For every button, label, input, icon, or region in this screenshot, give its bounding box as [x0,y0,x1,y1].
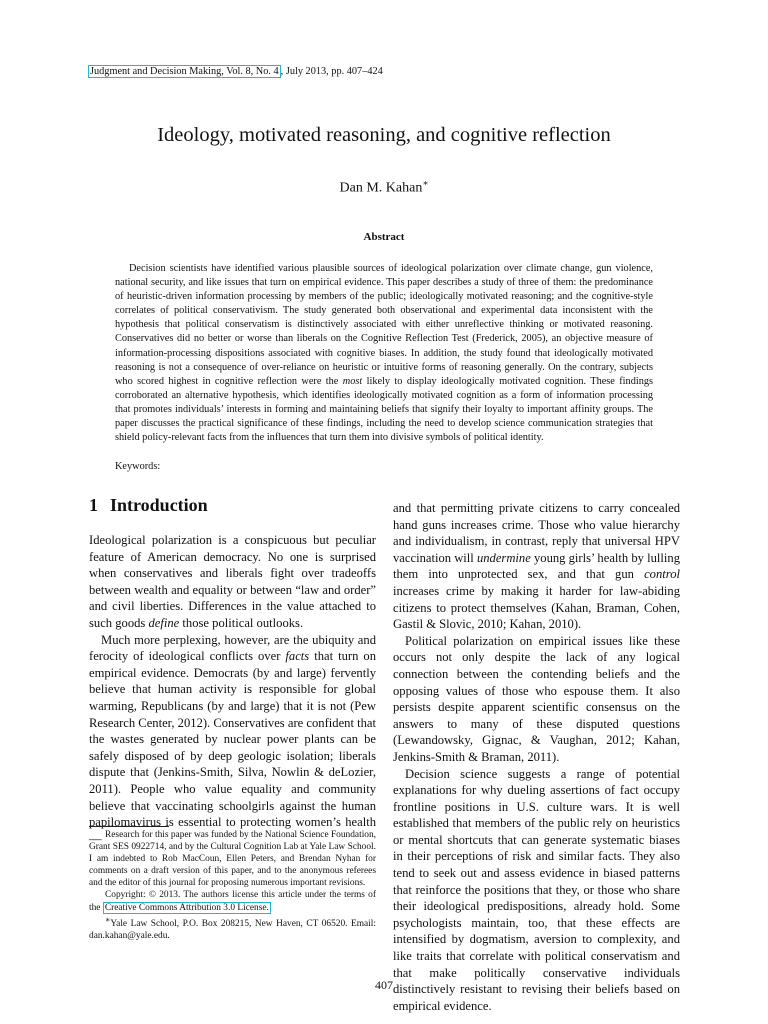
intro-paragraph-5: Decision science suggests a range of potential explanations for why dueling assertions of fact occupy frontline positions in U.S. culture wars. It is well established that members of the public rely on heuristics or mental shortcuts that can generate systematic biases in their perceptions of risk and similar facts. They also tend to seek out and assess evidence in biased patterns that reinforce the positions that they, or those who share their ideological predispositions, already hold. Some psychologists maintain, too, that these effects are intensified by dogmatism, aversion to complexity, and like traits that correlate with political conservatism and that make politically conservative individuals distinctively resistant to revising their beliefs based on empirical evidence. [393,766,680,1013]
intro-paragraph-1 [89,532,376,632]
section-heading [89,495,208,516]
intro-paragraph-3 [393,500,680,633]
license-link[interactable]: Creative Commons Attribution 3.0 License. [104,902,269,913]
abstract-paragraph [115,262,653,445]
emphasis: control [644,567,680,582]
author-name: Dan M. Kahan [339,180,423,196]
keywords-label: Keywords: [115,461,161,472]
paper-title: Ideology, motivated reasoning, and cognitive reflection [157,124,611,146]
text-run: and that permitting private citizens to carry concealed hand guns increases crime. Those who value hierarchy and individualism, in contrast, reply that universal HPV vaccination will [393,501,680,565]
emphasis: define [148,615,180,630]
section-number: 1 [89,495,98,515]
footnotes [89,829,376,942]
affiliation-mark: ∗ [105,914,111,924]
journal-issue: , July 2013, pp. 407–424 [280,66,383,77]
text-run: that turn on empirical evidence. Democrats (by and large) fervently believe that human activity is responsible for global warming, Republicans (by and large) that it is not (Pew Research Center, 2012). Conservatives are confident that the wastes generated by nuclear power plants can be safely disposed of by deep geologic isolation; liberals dispute that (Jenkins-Smith, Silva, Nowlin & deLozier, 2011). People who value equality and community believe that vaccinating schoolgirls against the human papilomavirus is essential to protecting women’s health— [89,649,376,846]
section-title: Introduction [110,495,208,515]
emphasis: facts [285,649,310,664]
left-column [89,532,376,847]
affiliation-footnote [89,914,376,942]
text-run: increases crime by making it harder for law-abiding citizens to protect themselves (Kahan, Braman, Cohen, Gastil & Slovic, 2010; Kahan, 2010). [393,583,680,632]
abstract-body [115,262,653,445]
text-run: Ideological polarization is a conspicuous but peculiar feature of American democracy. No one is surprised when conservatives and liberals fight over tradeoffs between wealth and equality or between “law and order” and civil liberties. Differences in the value attached to such goods [89,533,376,630]
page-number: 407 [375,978,393,992]
abstract-emphasis: most [342,375,363,387]
abstract-text: Decision scientists have identified various plausible sources of ideological polarization over climate change, gun violence, national security, and like issues that turn on empirical evidence. This paper describes a study of three of them: the predominance of heuristic-driven information processing by members of the public; ideologically motivated reasoning; and the cognitive-style correlates of political conservativism. The study generated both observational and experimental data inconsistent with the hypothesis that political conservatism is distinctively associated with either unreflective thinking or motivated reasoning. Conservatives did no better or worse than liberals on the Cognitive Reflection Test (Frederick, 2005), an objective measure of information-processing dispositions associated with cognitive biases. In addition, the study found that ideologically motivated reasoning is not a consequence of over-reliance on heuristic or intuitive forms of reasoning generally. On the contrary, subjects who scored highest in cognitive reflection were the [115,263,653,387]
affiliation-text: Yale Law School, P.O. Box 208215, New Haven, CT 06520. Email: dan.kahan@yale.edu. [89,918,376,941]
abstract-text-rest: likely to display ideologically motivated cognition. These findings corroborated an alternative hypothesis, which identifies ideologically motivated cognition as a form of information processing that promotes individuals’ interests in forming and maintaining beliefs that signify their loyalty to important affinity groups. The paper discusses the practical significance of these findings, including the need to develop science communication strategies that shield policy-relevant facts from the influences that turn them into divisive symbols of political identity. [115,375,654,444]
intro-paragraph-4: Political polarization on empirical issues like these occurs not only despite the lack of any logical connection between the contending beliefs and the opposing values of those who espouse them. It also persists despite apparent scientific consensus on the answers to many of these disputed questions (Lewandowsky, Gignac, & Vaughan, 2012; Kahan, Jenkins-Smith & Braman, 2011). [393,633,680,764]
abstract-heading: Abstract [363,231,405,243]
journal-link[interactable]: Judgment and Decision Making, Vol. 8, No. 4 [90,66,279,77]
intro-paragraph-2 [89,632,376,848]
author-footnote-mark: ∗ [422,178,429,188]
funding-footnote: Research for this paper was funded by the National Science Foundation, Grant SES 0922714, and by the Cultural Cognition Lab at Yale Law School. I am indebted to Rob MacCoun, Ellen Peters, and Brendan Nyhan for comments on a draft version of this paper, and to the anonymous referees and the editor of this journal for proposing numerous important revisions. [89,830,377,889]
text-run: young girls’ health by lulling them into unprotected sex, and that gun [393,550,680,582]
journal-header [88,66,383,77]
text-run: Much more perplexing, however, are the ubiquity and ferocity of ideological conflicts over [89,632,376,664]
copyright-footnote [89,889,376,913]
author-line [0,178,768,197]
emphasis: undermine [476,550,531,565]
copyright-text: Copyright: © 2013. The authors license this article under the terms of the [89,890,376,913]
right-column [393,500,680,1014]
text-run: those political outlooks. [179,615,304,630]
footnote-divider [89,826,169,827]
